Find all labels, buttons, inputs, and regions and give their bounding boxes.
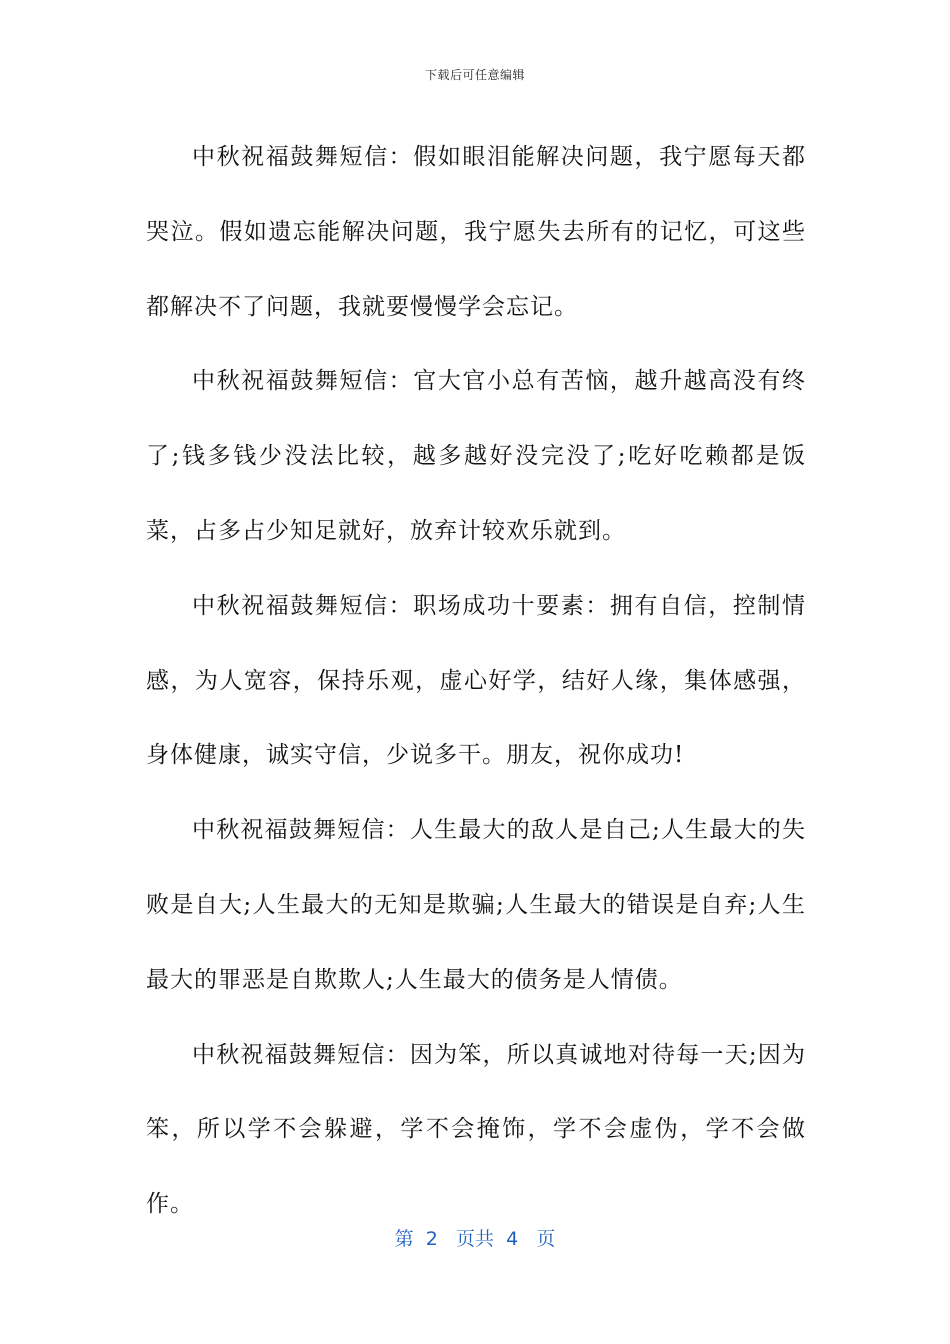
paragraph: 中秋祝福鼓舞短信：职场成功十要素：拥有自信，控制情感，为人宽容，保持乐观，虚心好学，结好人缘，集体感强，身体健康，诚实守信，少说多干。朋友，祝你成功! — [146, 592, 806, 769]
page-label-middle: 页共 — [455, 1228, 494, 1250]
paragraph: 中秋祝福鼓舞短信：官大官小总有苦恼，越升越高没有终了;钱多钱少没法比较，越多越好没完没了;吃好吃赖都是饭菜，占多占少知足就好，放弃计较欢乐就到。 — [146, 368, 806, 544]
paragraph: 中秋祝福鼓舞短信：假如眼泪能解决问题，我宁愿每天都哭泣。假如遗忘能解决问题，我宁愿失去所有的记忆，可这些都解决不了问题，我就要慢慢学会忘记。 — [146, 144, 806, 320]
current-page-number: 2 — [425, 1228, 438, 1250]
paragraph: 中秋祝福鼓舞短信：人生最大的敌人是自己;人生最大的失败是自大;人生最大的无知是欺骗;人生最大的错误是自弃;人生最大的罪恶是自欺欺人;人生最大的债务是人情债。 — [146, 817, 806, 993]
page-label-prefix: 第 — [394, 1228, 414, 1250]
paragraph: 中秋祝福鼓舞短信：因为笨，所以真诚地对待每一天;因为笨，所以学不会躲避，学不会掩饰，学不会虚伪，学不会做作。 — [146, 1041, 806, 1218]
page-label-suffix: 页 — [536, 1228, 556, 1250]
total-pages-number: 4 — [506, 1228, 519, 1250]
document-body — [146, 120, 806, 1242]
page-header: 下载后可任意编辑 — [424, 68, 525, 82]
page-footer — [0, 1224, 950, 1251]
